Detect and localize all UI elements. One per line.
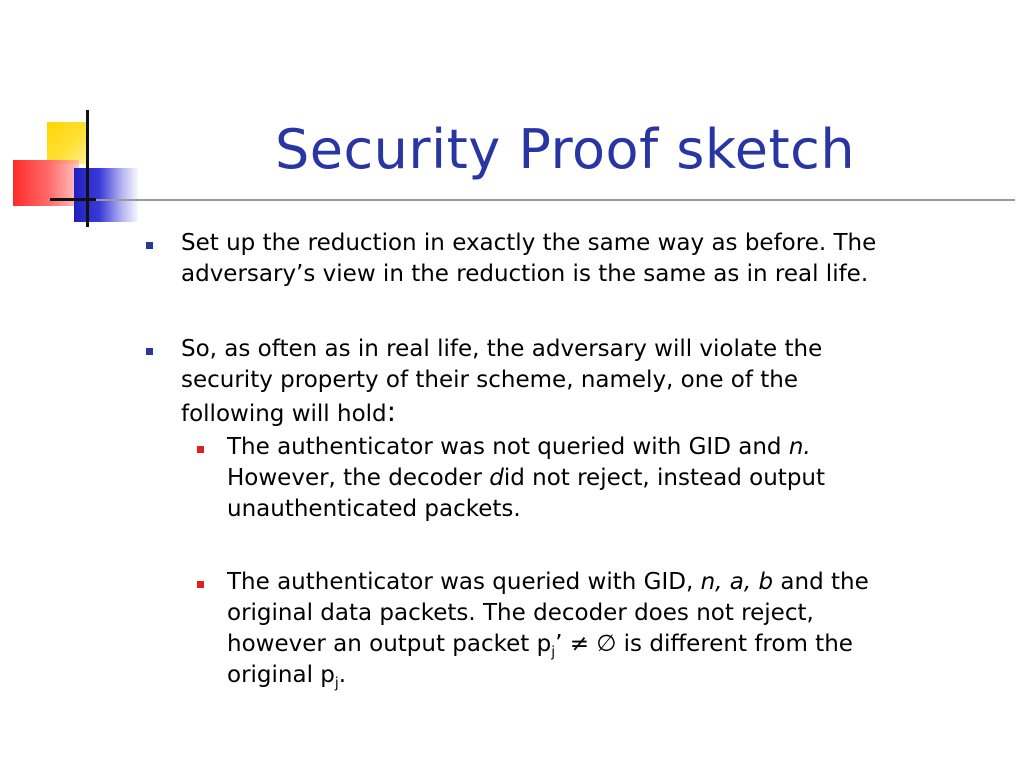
logo-vertical-line [86, 110, 89, 227]
decorative-logo [0, 0, 150, 240]
sub-bullet-text-part: ’ ≠ ∅ is different from the original p [227, 631, 853, 688]
logo-blue-square [74, 168, 138, 222]
sub-bullet-text-italic: n. [788, 434, 811, 460]
bullet-text-colon: : [386, 395, 397, 428]
bullet-square-icon [146, 348, 153, 355]
subscript: j [334, 675, 339, 692]
sub-bullet-text [227, 567, 1000, 691]
slide-title: Security Proof sketch [274, 118, 856, 181]
logo-horizontal-line [50, 198, 96, 201]
sub-bullet-item [140, 432, 1000, 525]
sub-bullet-text-italic: d [489, 465, 504, 491]
sub-bullet-text-part: id not reject, instead output unauthenticated packets. [227, 465, 826, 522]
bullet-item [140, 334, 1000, 430]
subscript: j [551, 644, 556, 661]
sub-bullet-text-part: and the original data packets. The decoder does not reject, however an output packet p [227, 569, 869, 657]
sub-bullet-text-italic: n, a, b [700, 569, 774, 595]
sub-bullet-text-part: . [338, 662, 347, 688]
logo-yellow-square [47, 122, 89, 164]
title-divider [96, 199, 1015, 201]
bullet-item [140, 228, 1000, 290]
sub-bullet-square-icon [197, 446, 204, 453]
sub-bullet-text-part: However, the decoder [227, 465, 482, 491]
sub-bullet-square-icon [197, 581, 204, 588]
sub-bullet-text-part: The authenticator was not queried with GID and [227, 434, 789, 460]
slide-body [140, 228, 1000, 691]
bullet-square-icon [146, 242, 153, 249]
bullet-text [181, 334, 1000, 430]
bullet-text: Set up the reduction in exactly the same way as before. The adversary’s view in the reduction is the same as in real life. [181, 230, 877, 287]
sub-bullet-text-part: The authenticator was queried with GID, [227, 569, 701, 595]
sub-bullet-text [227, 432, 1000, 525]
bullet-text-main: So, as often as in real life, the adversary will violate the security property of their scheme, namely, one of the following will hold [181, 336, 823, 427]
sub-bullet-item [140, 567, 1000, 691]
